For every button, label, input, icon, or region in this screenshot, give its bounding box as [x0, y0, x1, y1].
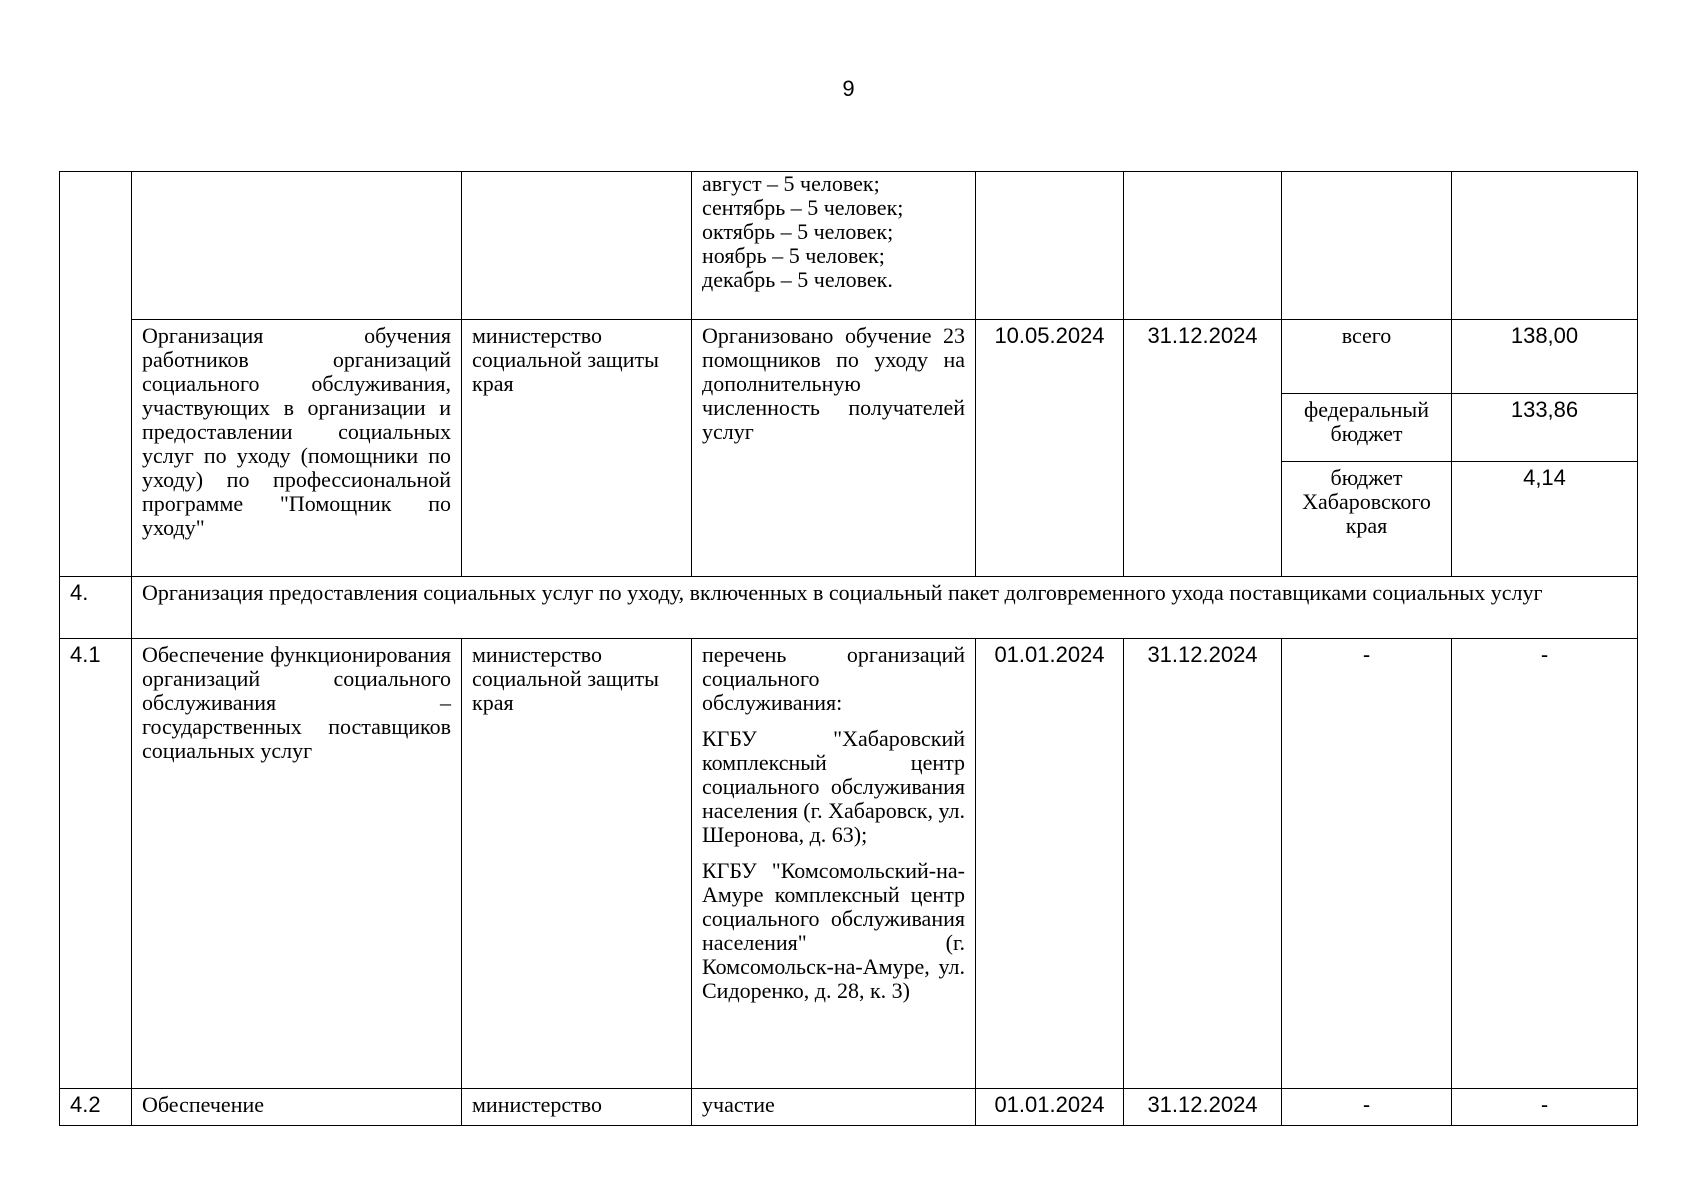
executor-cell-empty — [462, 172, 692, 320]
funding-source-cell: федеральный бюджет — [1282, 394, 1452, 462]
funding-amount-cell: 4,14 — [1452, 462, 1638, 577]
measure-name-cell: Организация обучения работников организаций социального обслуживания, участвующих в организации и предоставлении социальных услуг по уходу (помощники по уходу) по профессиональной программе "Помощник по уходу" — [132, 320, 462, 577]
end-cell-empty — [1124, 172, 1282, 320]
funding-source-cell: - — [1282, 1089, 1452, 1126]
executor-cell: министерство — [462, 1089, 692, 1126]
result-paragraph: перечень организаций социального обслуживания: — [702, 642, 965, 715]
table-row-training — [60, 320, 1638, 394]
number-cell-empty — [60, 172, 132, 577]
result-line: сентябрь – 5 человек; — [702, 195, 904, 220]
executor-cell: министерство социальной защиты края — [462, 320, 692, 577]
result-paragraph: КГБУ "Хабаровский комплексный центр социального обслуживания населения (г. Хабаровск, ул. Шеронова, д. 63); — [702, 726, 965, 847]
table-row-4-1 — [60, 639, 1638, 1089]
funding-amount-cell: 138,00 — [1452, 320, 1638, 394]
start-date-cell: 01.01.2024 — [976, 639, 1124, 1089]
source-cell-empty — [1282, 172, 1452, 320]
executor-cell: министерство социальной защиты края — [462, 639, 692, 1089]
result-cell — [692, 639, 976, 1089]
table-row-section-4 — [60, 577, 1638, 639]
funding-amount-cell: - — [1452, 1089, 1638, 1126]
result-cell: участие — [692, 1089, 976, 1126]
measure-name-cell: Обеспечение — [132, 1089, 462, 1126]
end-date-cell: 31.12.2024 — [1124, 1089, 1282, 1126]
result-cell: Организовано обучение 23 помощников по уходу на дополнительную численность получателей услуг — [692, 320, 976, 577]
funding-source-cell: бюджет Хабаровского края — [1282, 462, 1452, 577]
funding-source-cell: всего — [1282, 320, 1452, 394]
end-date-cell: 31.12.2024 — [1124, 639, 1282, 1089]
result-line: август – 5 человек; — [702, 171, 880, 196]
page-number: 9 — [842, 76, 855, 101]
amount-cell-empty — [1452, 172, 1638, 320]
result-cell-continuation — [692, 172, 976, 320]
funding-source-cell: - — [1282, 639, 1452, 1089]
row-number-cell: 4.1 — [60, 639, 132, 1089]
start-date-cell: 10.05.2024 — [976, 320, 1124, 577]
start-date-cell: 01.01.2024 — [976, 1089, 1124, 1126]
name-cell-empty — [132, 172, 462, 320]
result-line: октябрь – 5 человек; — [702, 219, 894, 244]
funding-amount-cell: 133,86 — [1452, 394, 1638, 462]
result-line: декабрь – 5 человек. — [702, 267, 893, 292]
measures-table — [59, 171, 1638, 1126]
section-number-cell: 4. — [60, 577, 132, 639]
start-cell-empty — [976, 172, 1124, 320]
section-title-cell: Организация предоставления социальных услуг по уходу, включенных в социальный пакет долговременного ухода поставщиками социальных услуг — [132, 577, 1638, 639]
table-row-4-2 — [60, 1089, 1638, 1126]
measure-name-cell: Обеспечение функционирования организаций социального обслуживания – государственных поставщиков социальных услуг — [132, 639, 462, 1089]
end-date-cell: 31.12.2024 — [1124, 320, 1282, 577]
row-number-cell: 4.2 — [60, 1089, 132, 1126]
result-line: ноябрь – 5 человек; — [702, 243, 885, 268]
result-paragraph: КГБУ "Комсомольский-на-Амуре комплексный центр социального обслуживания населения" (г. Комсомольск-на-Амуре, ул. Сидоренко, д. 28, к. 3) — [702, 858, 965, 1003]
funding-amount-cell: - — [1452, 639, 1638, 1089]
table-row-continuation — [60, 172, 1638, 320]
